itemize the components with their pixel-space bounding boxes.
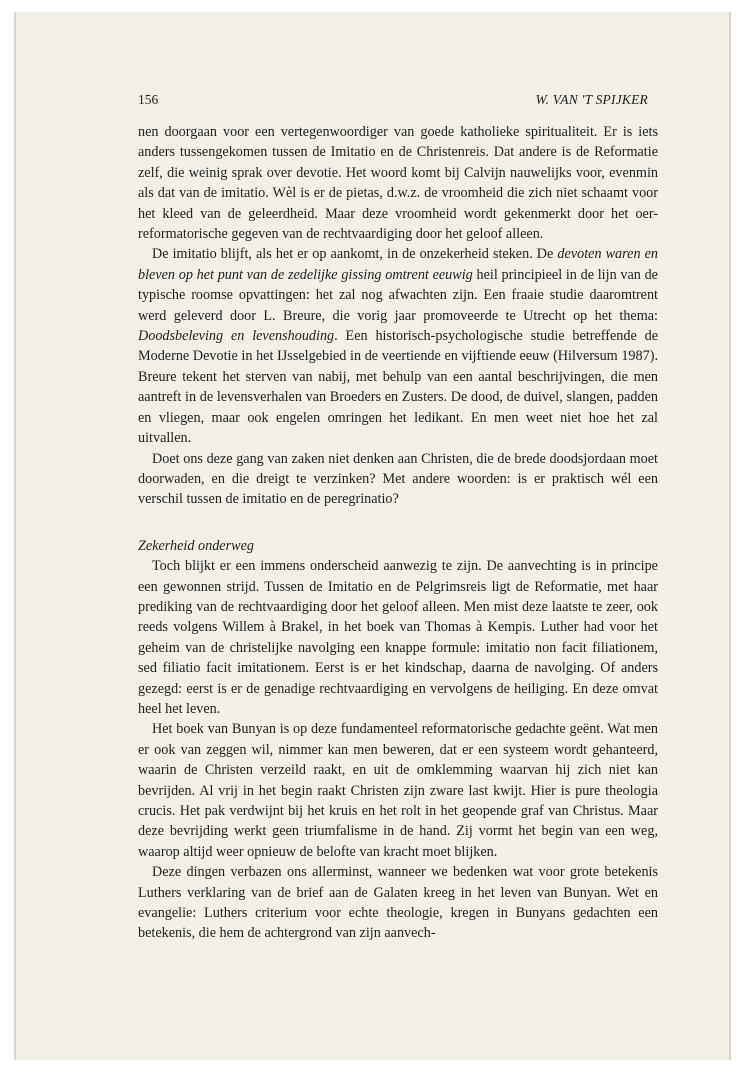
paragraph-2 [138,244,658,448]
paragraph-6: Deze dingen verbazen ons allerminst, wanneer we bedenken wat voor grote betekenis Luthers verklaring van de brief aan de Galaten kreeg in het leven van Bunyan. Wet en evangelie: Luthers criterium voor echte theologie, kregen in Bunyans gedachten een betekenis, die hem de achtergrond van zijn aanvech- [138,864,658,942]
page-header [138,92,648,112]
paragraph-2-end: . Een historisch-psychologische studie betreffende de Moderne Devotie in het IJsselgebied in de veertiende en vijftiende eeuw (Hilversum 1987). Breure tekent het sterven van nabij, met behulp van een aantal beschrijvingen, die men aantreft in de levensverhalen van Broeders en Zusters. De dood, de duivel, slangen, padden en vliegen, maar ook engelen omringen het ledikant. En men weet niet hoe het zal uitvallen. [138,328,658,447]
section-heading: Zekerheid onderweg [138,537,254,554]
book-title: Doodsbeleving en levenshouding [138,328,335,345]
paragraph-5: Het boek van Bunyan is op deze fundamenteel reformatorische gedachte geënt. Wat men er ook van zeggen wil, nimmer kan men beweren, dat er een systeem wordt gehanteerd, waarin de Christen verzeild raakt, en uit de omklemming waarvan hij zich niet kan bevrijden. Al vrij in het begin raakt Christen zijn zware last kwijt. Hier is pure theologia crucis. Het pak verdwijnt bij het kruis en het rolt in het geopende graf van Christus. Maar deze bevrijding werkt geen triumfalisme in de hand. Zij vormt het begin van een weg, waarop altijd weer opnieuw de belofte van kracht moet blijken. [138,721,658,860]
running-head: W. VAN 'T SPIJKER [535,92,648,107]
paragraph-2-start: De imitatio blijft, als het er op aankomt, in de onzekerheid steken. De [152,246,558,263]
page-number: 156 [138,92,159,107]
paragraph-1: nen doorgaan voor een vertegenwoordiger van goede katholieke spiritualiteit. Er is iets anders tussengekomen tussen de Imitatio en de Christenreis. Dat andere is de Reformatie zelf, die weinig sprak over devotie. Het woord komt bij Calvijn nauwelijks voor, evenmin als dat van de imitatio. Wèl is er de pietas, d.w.z. de vroomheid die zich niet schaamt voor het kleed van de geleerdheid. Maar deze vroomheid wordt gekenmerkt door het oer-reformatorische gegeven van de rechtvaardiging door het geloof alleen. [138,124,658,243]
paragraph-2-middle: heil principieel in de lijn van de typische roomse opvattingen: het zal nog afwachten zijn. Een fraaie studie daaromtrent werd geleverd door L. Breure, die vorig jaar promoveerde te Utrecht op het thema: [138,266,658,324]
paragraph-4: Toch blijkt er een immens onderscheid aanwezig te zijn. De aanvechting is in principe een gewonnen strijd. Tussen de Imitatio en de Pelgrimsreis ligt de Reformatie, met haar prediking van de rechtvaardiging door het geloof alleen. Men mist deze laatste te zeer, ook reeds volgens Willem à Brakel, in het boek van Thomas à Kempis. Luther had voor het geheim van de christelijke navolging een knappe formule: imitatio non facit filiationem, sed filiatio facit imitationem. Eerst is er het kindschap, daarna de navolging. Of anders gezegd: eerst is er de genadige rechtvaardiging en vervolgens de heiliging. En deze omvat heel het leven. [138,558,658,717]
paragraph-2-italic-phrase: devoten waren en bleven op het punt van de zedelijke gissing omtrent eeuwig [138,246,658,283]
paragraph-3: Doet ons deze gang van zaken niet denken aan Christen, die de brede doodsjordaan moet doorwaden, en die dreigt te verzinken? Met andere woorden: is er praktisch wél een verschil tussen de imitatio en de peregrinatio? [138,450,658,508]
page-body [138,122,658,944]
